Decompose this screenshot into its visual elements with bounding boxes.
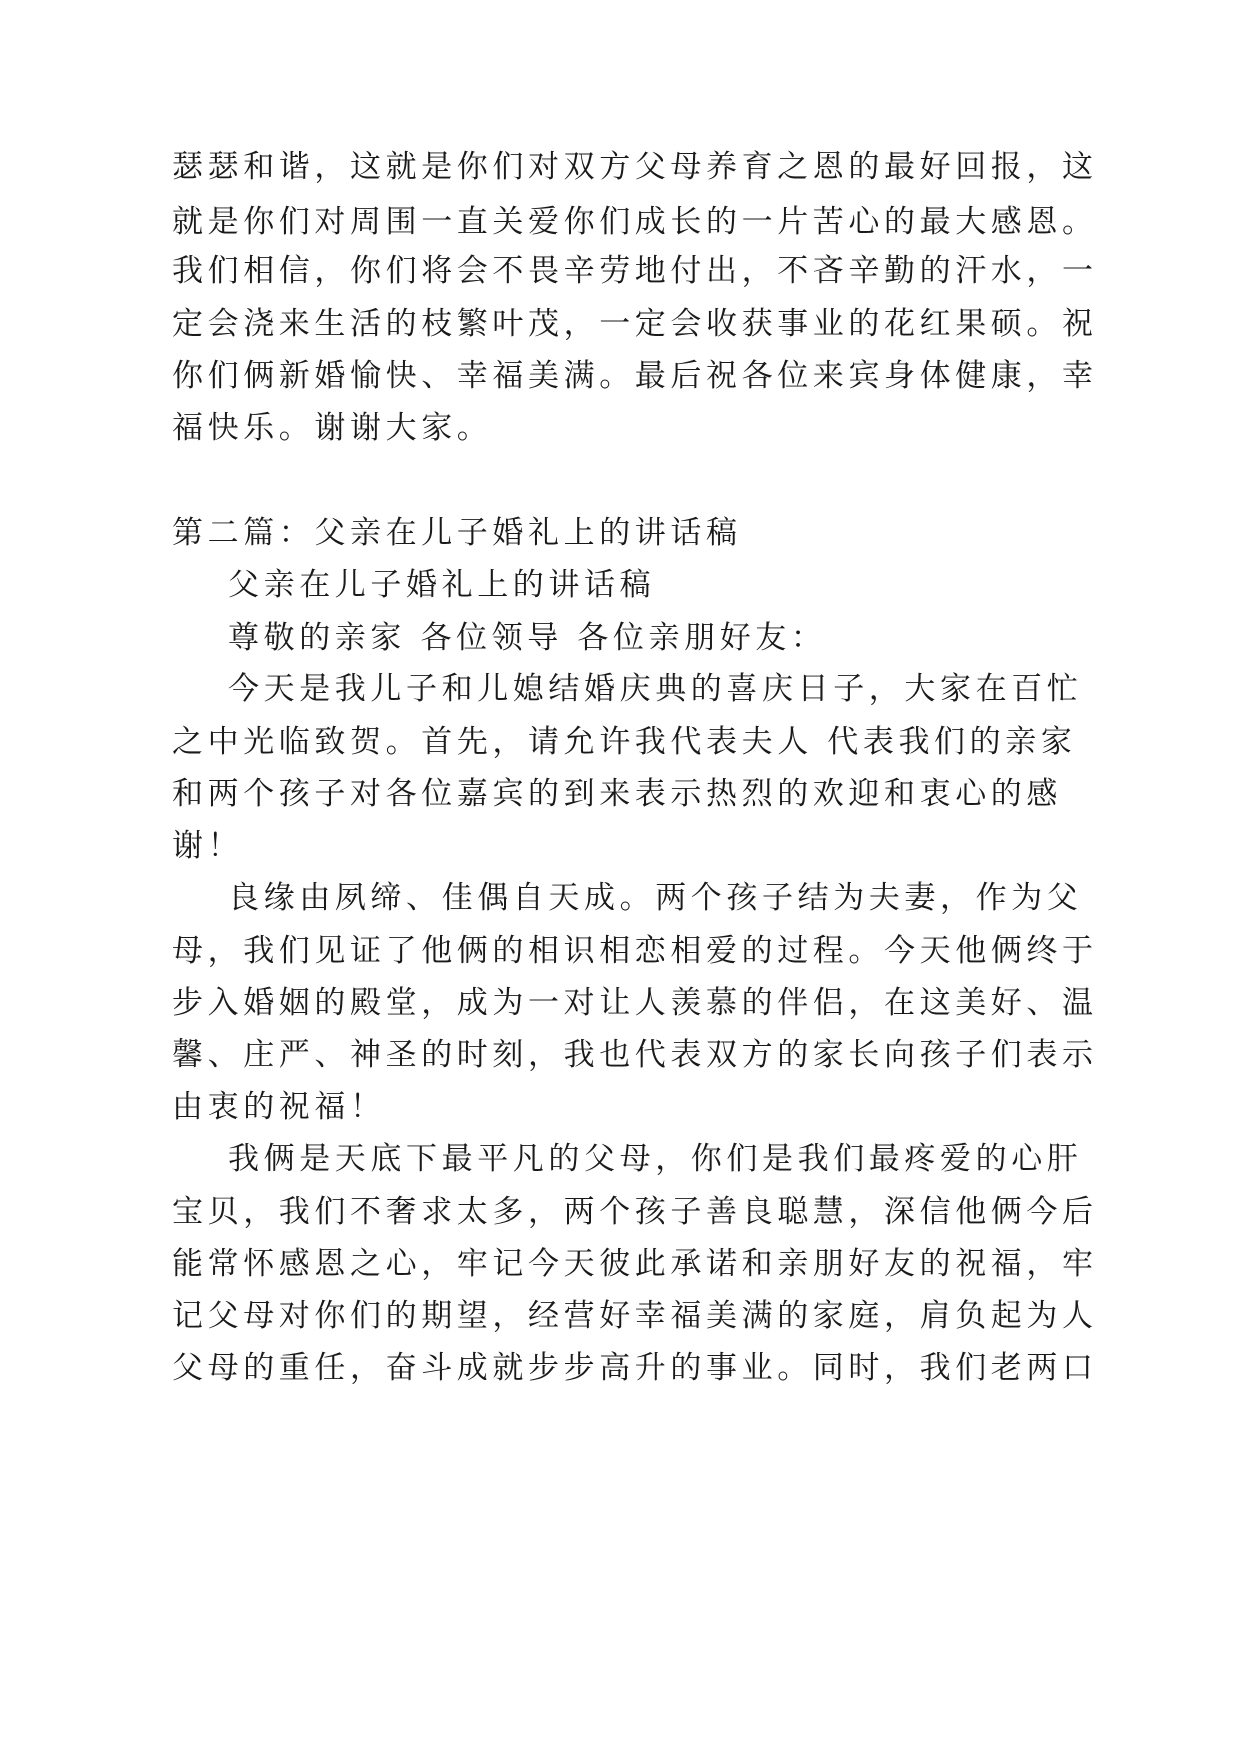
- text-line: 记父母对你们的期望，经营好幸福美满的家庭，肩负起为人: [172, 1298, 1098, 1334]
- text-line: 之中光临致贺。首先，请允许我代表夫人 代表我们的亲家: [172, 724, 1077, 760]
- article-title: 父亲在儿子婚礼上的讲话稿: [228, 567, 656, 603]
- text-line: 福快乐。谢谢大家。: [172, 410, 493, 446]
- text-line: 由衷的祝福！: [172, 1089, 386, 1125]
- text-line: 步入婚姻的殿堂，成为一对让人羡慕的伴侣，在这美好、温: [172, 985, 1098, 1021]
- text-line: 父母的重任，奋斗成就步步高升的事业。同时，我们老两口: [172, 1350, 1098, 1386]
- text-line: 就是你们对周围一直关爱你们成长的一片苦心的最大感恩。: [172, 204, 1098, 240]
- text-line: 能常怀感恩之心，牢记今天彼此承诺和亲朋好友的祝福，牢: [172, 1246, 1098, 1282]
- text-line: 母，我们见证了他俩的相识相恋相爱的过程。今天他俩终于: [172, 933, 1098, 969]
- text-line: 我们相信，你们将会不畏辛劳地付出，不吝辛勤的汗水，一: [172, 253, 1098, 289]
- text-line: 瑟瑟和谐，这就是你们对双方父母养育之恩的最好回报，这: [172, 149, 1098, 185]
- text-line: 和两个孩子对各位嘉宾的到来表示热烈的欢迎和衷心的感: [172, 776, 1062, 812]
- salutation: 尊敬的亲家 各位领导 各位亲朋好友：: [228, 620, 827, 656]
- text-line: 宝贝，我们不奢求太多，两个孩子善良聪慧，深信他俩今后: [172, 1194, 1098, 1230]
- text-line: 定会浇来生活的枝繁叶茂，一定会收获事业的花红果硕。祝: [172, 306, 1098, 342]
- text-line: 良缘由夙缔、佳偶自天成。两个孩子结为夫妻，作为父: [228, 880, 1083, 916]
- text-line: 我俩是天底下最平凡的父母，你们是我们最疼爱的心肝: [228, 1141, 1083, 1177]
- text-line: 谢！: [172, 828, 244, 864]
- text-line: 今天是我儿子和儿媳结婚庆典的喜庆日子，大家在百忙: [228, 671, 1083, 707]
- section-heading: 第二篇：父亲在儿子婚礼上的讲话稿: [172, 515, 742, 551]
- text-line: 馨、庄严、神圣的时刻，我也代表双方的家长向孩子们表示: [172, 1037, 1098, 1073]
- text-line: 你们俩新婚愉快、幸福美满。最后祝各位来宾身体健康，幸: [172, 358, 1098, 394]
